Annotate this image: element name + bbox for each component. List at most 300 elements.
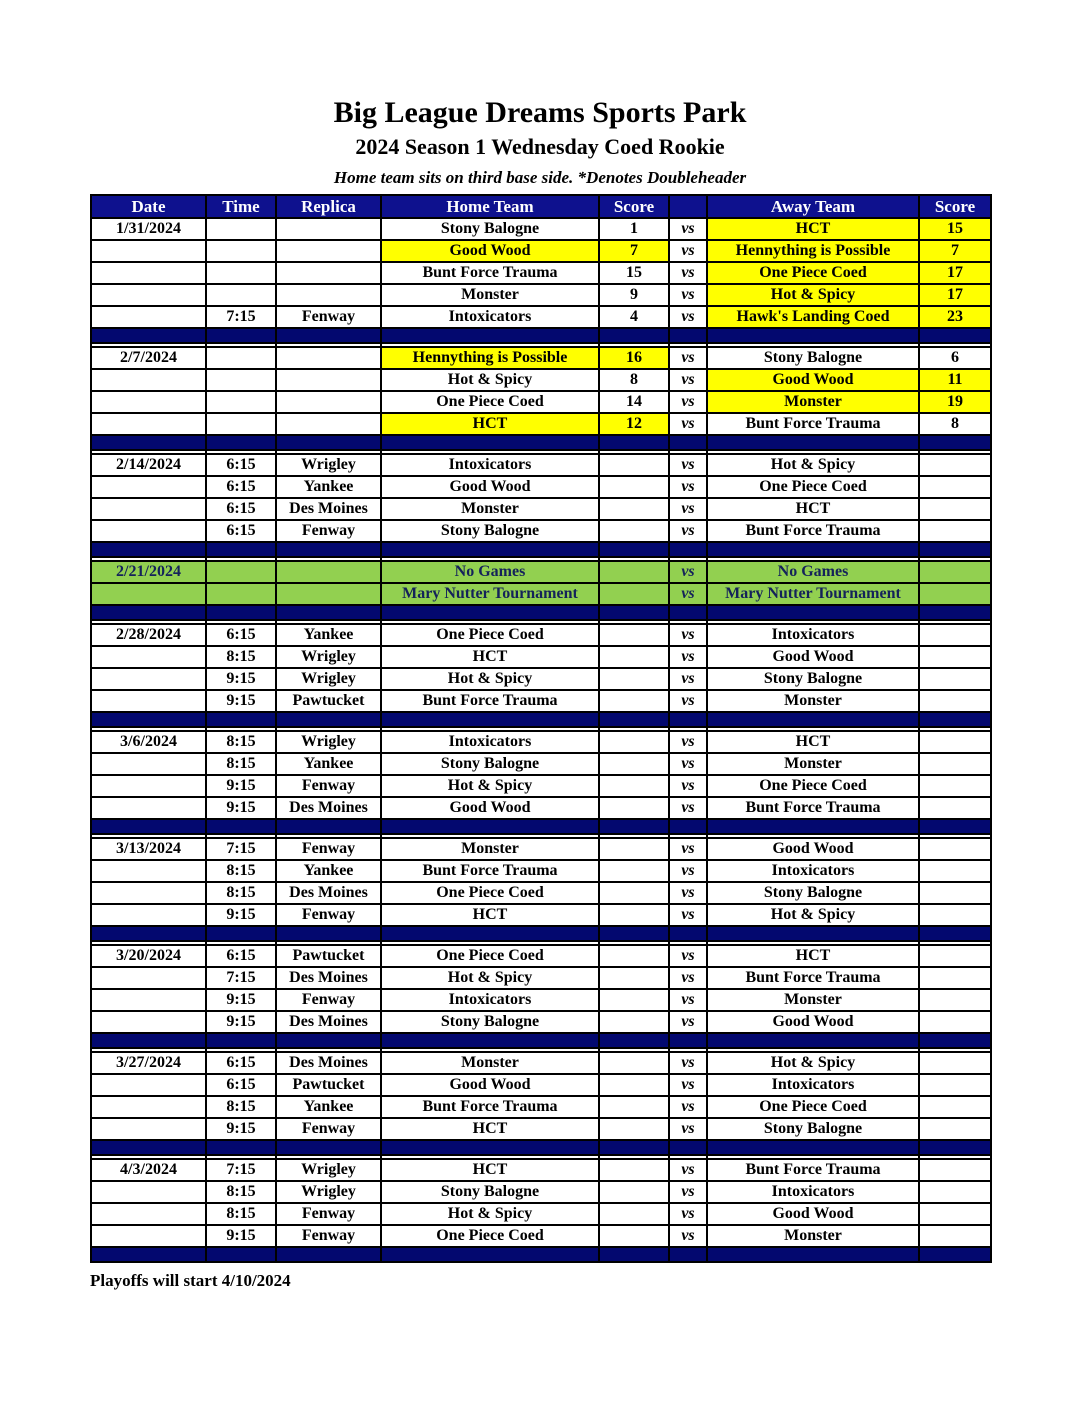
away-score-cell <box>919 476 991 498</box>
away-score-cell <box>919 753 991 775</box>
away-score-cell: 17 <box>919 262 991 284</box>
away-team-cell: Hennything is Possible <box>707 240 919 262</box>
vs-cell: vs <box>669 1159 707 1181</box>
home-score-cell: 15 <box>599 262 669 284</box>
replica-cell <box>276 1140 381 1155</box>
time-cell: 9:15 <box>206 1011 276 1033</box>
replica-cell: Wrigley <box>276 731 381 753</box>
away-team-cell <box>707 1033 919 1048</box>
date-cell <box>91 369 206 391</box>
home-team-cell <box>381 1033 599 1048</box>
vs-cell: vs <box>669 882 707 904</box>
replica-cell <box>276 284 381 306</box>
home-score-cell <box>599 731 669 753</box>
home-team-cell: One Piece Coed <box>381 945 599 967</box>
home-team-cell: HCT <box>381 646 599 668</box>
away-team-cell <box>707 712 919 727</box>
home-score-cell <box>599 1225 669 1247</box>
home-score-cell: 16 <box>599 347 669 369</box>
separator-row <box>91 542 991 557</box>
away-team-cell: Hot & Spicy <box>707 904 919 926</box>
time-cell: 8:15 <box>206 1203 276 1225</box>
vs-cell: vs <box>669 1181 707 1203</box>
game-row <box>91 1225 991 1247</box>
home-score-cell <box>599 712 669 727</box>
time-cell <box>206 583 276 605</box>
away-team-cell <box>707 819 919 834</box>
time-cell: 8:15 <box>206 731 276 753</box>
vs-cell: vs <box>669 262 707 284</box>
away-score-cell <box>919 712 991 727</box>
away-team-cell: No Games <box>707 561 919 583</box>
header-vs <box>669 195 707 218</box>
home-score-cell <box>599 561 669 583</box>
vs-cell <box>669 712 707 727</box>
home-score-cell: 8 <box>599 369 669 391</box>
date-cell <box>91 646 206 668</box>
away-score-cell <box>919 435 991 450</box>
home-team-cell: One Piece Coed <box>381 391 599 413</box>
away-team-cell: Monster <box>707 1225 919 1247</box>
home-score-cell <box>599 1181 669 1203</box>
replica-cell <box>276 819 381 834</box>
schedule-page <box>90 0 990 1291</box>
replica-cell: Fenway <box>276 904 381 926</box>
home-score-cell <box>599 583 669 605</box>
home-score-cell: 12 <box>599 413 669 435</box>
replica-cell <box>276 542 381 557</box>
separator-row <box>91 328 991 343</box>
replica-cell <box>276 605 381 620</box>
time-cell: 9:15 <box>206 1225 276 1247</box>
home-score-cell: 1 <box>599 218 669 240</box>
home-score-cell: 14 <box>599 391 669 413</box>
away-team-cell <box>707 1247 919 1262</box>
date-cell <box>91 797 206 819</box>
vs-cell: vs <box>669 1118 707 1140</box>
time-cell: 6:15 <box>206 945 276 967</box>
replica-cell: Fenway <box>276 520 381 542</box>
game-row <box>91 690 991 712</box>
replica-cell: Des Moines <box>276 1011 381 1033</box>
replica-cell <box>276 1033 381 1048</box>
home-team-cell: Hot & Spicy <box>381 668 599 690</box>
away-score-cell <box>919 838 991 860</box>
replica-cell: Yankee <box>276 753 381 775</box>
game-row <box>91 218 991 240</box>
home-team-cell: HCT <box>381 1118 599 1140</box>
time-cell: 9:15 <box>206 1118 276 1140</box>
page-title: Big League Dreams Sports Park <box>333 96 747 129</box>
vs-cell <box>669 926 707 941</box>
away-score-cell <box>919 904 991 926</box>
away-team-cell: Intoxicators <box>707 624 919 646</box>
away-team-cell: One Piece Coed <box>707 262 919 284</box>
away-team-cell: Hot & Spicy <box>707 1052 919 1074</box>
replica-cell: Fenway <box>276 989 381 1011</box>
vs-cell: vs <box>669 753 707 775</box>
separator-row <box>91 1140 991 1155</box>
away-score-cell <box>919 1247 991 1262</box>
time-cell: 7:15 <box>206 1159 276 1181</box>
home-score-cell <box>599 1118 669 1140</box>
game-row <box>91 945 991 967</box>
date-cell <box>91 1096 206 1118</box>
time-cell <box>206 605 276 620</box>
time-cell: 7:15 <box>206 967 276 989</box>
away-score-cell <box>919 583 991 605</box>
time-cell <box>206 1033 276 1048</box>
away-score-cell <box>919 797 991 819</box>
date-cell <box>91 775 206 797</box>
game-row <box>91 391 991 413</box>
game-row <box>91 967 991 989</box>
game-row <box>91 347 991 369</box>
away-score-cell <box>919 1159 991 1181</box>
away-score-cell <box>919 520 991 542</box>
away-team-cell <box>707 435 919 450</box>
home-team-cell: Monster <box>381 838 599 860</box>
home-score-cell <box>599 1140 669 1155</box>
game-row <box>91 838 991 860</box>
away-score-cell: 7 <box>919 240 991 262</box>
away-team-cell: Monster <box>707 690 919 712</box>
date-cell <box>91 542 206 557</box>
date-cell: 3/6/2024 <box>91 731 206 753</box>
vs-cell: vs <box>669 476 707 498</box>
time-cell <box>206 218 276 240</box>
home-team-cell: No Games <box>381 561 599 583</box>
home-team-cell: HCT <box>381 904 599 926</box>
time-cell <box>206 413 276 435</box>
date-cell <box>91 989 206 1011</box>
replica-cell: Pawtucket <box>276 690 381 712</box>
game-row <box>91 1118 991 1140</box>
game-row <box>91 1096 991 1118</box>
time-cell <box>206 712 276 727</box>
away-score-cell <box>919 926 991 941</box>
date-cell: 3/27/2024 <box>91 1052 206 1074</box>
away-score-cell: 23 <box>919 306 991 328</box>
game-row <box>91 284 991 306</box>
date-cell <box>91 262 206 284</box>
away-team-cell: Good Wood <box>707 1011 919 1033</box>
home-team-cell: Good Wood <box>381 1074 599 1096</box>
game-row <box>91 904 991 926</box>
home-score-cell <box>599 646 669 668</box>
replica-cell <box>276 391 381 413</box>
away-team-cell: Bunt Force Trauma <box>707 520 919 542</box>
home-score-cell <box>599 753 669 775</box>
replica-cell <box>276 583 381 605</box>
date-cell <box>91 240 206 262</box>
vs-cell: vs <box>669 391 707 413</box>
time-cell: 6:15 <box>206 498 276 520</box>
away-score-cell <box>919 1052 991 1074</box>
replica-cell <box>276 369 381 391</box>
away-team-cell: Intoxicators <box>707 860 919 882</box>
vs-cell: vs <box>669 624 707 646</box>
away-team-cell <box>707 1140 919 1155</box>
vs-cell: vs <box>669 413 707 435</box>
home-score-cell <box>599 1033 669 1048</box>
away-team-cell: Stony Balogne <box>707 1118 919 1140</box>
away-team-cell: Hawk's Landing Coed <box>707 306 919 328</box>
date-cell <box>91 1225 206 1247</box>
away-team-cell: One Piece Coed <box>707 476 919 498</box>
away-score-cell <box>919 328 991 343</box>
separator-row <box>91 605 991 620</box>
time-cell: 6:15 <box>206 476 276 498</box>
date-cell <box>91 882 206 904</box>
game-row <box>91 369 991 391</box>
home-team-cell: Bunt Force Trauma <box>381 262 599 284</box>
vs-cell <box>669 1033 707 1048</box>
vs-cell <box>669 1247 707 1262</box>
game-row <box>91 520 991 542</box>
home-team-cell: Stony Balogne <box>381 1181 599 1203</box>
date-cell: 2/21/2024 <box>91 561 206 583</box>
date-cell <box>91 413 206 435</box>
home-team-cell: Intoxicators <box>381 731 599 753</box>
vs-cell: vs <box>669 347 707 369</box>
game-row <box>91 624 991 646</box>
away-team-cell: Bunt Force Trauma <box>707 797 919 819</box>
home-team-cell: Hot & Spicy <box>381 775 599 797</box>
time-cell: 8:15 <box>206 646 276 668</box>
replica-cell: Des Moines <box>276 498 381 520</box>
time-cell: 8:15 <box>206 882 276 904</box>
replica-cell: Wrigley <box>276 668 381 690</box>
date-cell <box>91 605 206 620</box>
home-team-note: Home team sits on third base side. *Denotes Doubleheader <box>333 168 747 187</box>
home-team-cell: Mary Nutter Tournament <box>381 583 599 605</box>
home-team-cell: Bunt Force Trauma <box>381 860 599 882</box>
home-score-cell <box>599 690 669 712</box>
away-score-cell <box>919 454 991 476</box>
home-score-cell <box>599 624 669 646</box>
home-team-cell: Stony Balogne <box>381 753 599 775</box>
home-team-cell <box>381 1140 599 1155</box>
date-cell <box>91 967 206 989</box>
away-score-cell <box>919 1033 991 1048</box>
vs-cell: vs <box>669 646 707 668</box>
home-team-cell: Monster <box>381 284 599 306</box>
game-row <box>91 498 991 520</box>
time-cell: 9:15 <box>206 775 276 797</box>
game-row <box>91 797 991 819</box>
vs-cell: vs <box>669 797 707 819</box>
away-score-cell <box>919 561 991 583</box>
game-row <box>91 240 991 262</box>
home-team-cell: One Piece Coed <box>381 1225 599 1247</box>
time-cell <box>206 262 276 284</box>
replica-cell: Fenway <box>276 306 381 328</box>
vs-cell: vs <box>669 520 707 542</box>
away-score-cell <box>919 989 991 1011</box>
vs-cell: vs <box>669 967 707 989</box>
away-score-cell <box>919 860 991 882</box>
away-score-cell <box>919 1096 991 1118</box>
time-cell: 9:15 <box>206 797 276 819</box>
away-team-cell <box>707 328 919 343</box>
home-team-cell: Intoxicators <box>381 454 599 476</box>
time-cell: 7:15 <box>206 838 276 860</box>
away-team-cell: Good Wood <box>707 646 919 668</box>
time-cell: 8:15 <box>206 753 276 775</box>
date-cell <box>91 1203 206 1225</box>
time-cell: 6:15 <box>206 454 276 476</box>
home-score-cell: 7 <box>599 240 669 262</box>
date-cell <box>91 435 206 450</box>
time-cell <box>206 284 276 306</box>
vs-cell <box>669 605 707 620</box>
away-team-cell: Stony Balogne <box>707 882 919 904</box>
separator-row <box>91 819 991 834</box>
away-team-cell: Hot & Spicy <box>707 284 919 306</box>
home-team-cell: One Piece Coed <box>381 882 599 904</box>
home-team-cell: Stony Balogne <box>381 1011 599 1033</box>
home-score-cell <box>599 904 669 926</box>
away-score-cell <box>919 690 991 712</box>
time-cell <box>206 1247 276 1262</box>
date-cell: 3/20/2024 <box>91 945 206 967</box>
away-score-cell <box>919 1225 991 1247</box>
home-team-cell <box>381 542 599 557</box>
game-row <box>91 753 991 775</box>
away-score-cell <box>919 1140 991 1155</box>
away-score-cell <box>919 605 991 620</box>
away-team-cell: Intoxicators <box>707 1181 919 1203</box>
playoffs-note: Playoffs will start 4/10/2024 <box>90 1271 291 1290</box>
header-away-team: Away Team <box>707 195 919 218</box>
home-score-cell <box>599 967 669 989</box>
home-score-cell <box>599 605 669 620</box>
home-score-cell <box>599 476 669 498</box>
home-team-cell: One Piece Coed <box>381 624 599 646</box>
replica-cell: Des Moines <box>276 1052 381 1074</box>
home-score-cell <box>599 1159 669 1181</box>
time-cell: 6:15 <box>206 1074 276 1096</box>
date-cell <box>91 904 206 926</box>
home-team-cell: Intoxicators <box>381 306 599 328</box>
vs-cell: vs <box>669 1096 707 1118</box>
away-score-cell: 17 <box>919 284 991 306</box>
away-team-cell <box>707 542 919 557</box>
replica-cell <box>276 413 381 435</box>
home-score-cell <box>599 989 669 1011</box>
time-cell <box>206 542 276 557</box>
replica-cell: Fenway <box>276 1225 381 1247</box>
separator-row <box>91 1033 991 1048</box>
away-score-cell <box>919 819 991 834</box>
home-score-cell <box>599 775 669 797</box>
date-cell <box>91 1033 206 1048</box>
home-score-cell <box>599 945 669 967</box>
home-team-cell <box>381 435 599 450</box>
away-score-cell <box>919 967 991 989</box>
time-cell <box>206 347 276 369</box>
replica-cell <box>276 218 381 240</box>
vs-cell: vs <box>669 860 707 882</box>
vs-cell: vs <box>669 1011 707 1033</box>
home-team-cell: Hot & Spicy <box>381 369 599 391</box>
header-date: Date <box>91 195 206 218</box>
date-cell <box>91 498 206 520</box>
away-team-cell: Stony Balogne <box>707 668 919 690</box>
replica-cell <box>276 926 381 941</box>
away-team-cell: One Piece Coed <box>707 1096 919 1118</box>
replica-cell: Des Moines <box>276 967 381 989</box>
vs-cell: vs <box>669 1052 707 1074</box>
header-time: Time <box>206 195 276 218</box>
home-team-cell: Hot & Spicy <box>381 967 599 989</box>
replica-cell <box>276 712 381 727</box>
home-score-cell <box>599 520 669 542</box>
time-cell <box>206 240 276 262</box>
away-score-cell <box>919 1203 991 1225</box>
header-replica: Replica <box>276 195 381 218</box>
replica-cell: Fenway <box>276 1118 381 1140</box>
game-row <box>91 262 991 284</box>
event-row <box>91 583 991 605</box>
time-cell <box>206 369 276 391</box>
header-away-score: Score <box>919 195 991 218</box>
time-cell <box>206 561 276 583</box>
away-team-cell: HCT <box>707 218 919 240</box>
home-score-cell <box>599 838 669 860</box>
home-score-cell <box>599 454 669 476</box>
header-home-team: Home Team <box>381 195 599 218</box>
away-team-cell: Stony Balogne <box>707 347 919 369</box>
vs-cell: vs <box>669 838 707 860</box>
away-score-cell: 11 <box>919 369 991 391</box>
game-row <box>91 882 991 904</box>
date-cell: 1/31/2024 <box>91 218 206 240</box>
vs-cell: vs <box>669 989 707 1011</box>
away-score-cell <box>919 731 991 753</box>
vs-cell <box>669 435 707 450</box>
date-cell <box>91 328 206 343</box>
replica-cell <box>276 1247 381 1262</box>
time-cell: 9:15 <box>206 690 276 712</box>
home-score-cell <box>599 1074 669 1096</box>
home-team-cell: Monster <box>381 1052 599 1074</box>
away-score-cell <box>919 542 991 557</box>
date-cell <box>91 860 206 882</box>
replica-cell: Yankee <box>276 624 381 646</box>
away-score-cell <box>919 945 991 967</box>
date-cell <box>91 583 206 605</box>
home-score-cell <box>599 926 669 941</box>
replica-cell <box>276 561 381 583</box>
game-row <box>91 413 991 435</box>
time-cell <box>206 819 276 834</box>
vs-cell: vs <box>669 731 707 753</box>
time-cell: 9:15 <box>206 668 276 690</box>
vs-cell: vs <box>669 561 707 583</box>
date-cell <box>91 926 206 941</box>
vs-cell: vs <box>669 1203 707 1225</box>
away-score-cell: 19 <box>919 391 991 413</box>
away-team-cell: Bunt Force Trauma <box>707 413 919 435</box>
vs-cell: vs <box>669 218 707 240</box>
home-team-cell <box>381 605 599 620</box>
home-team-cell <box>381 819 599 834</box>
separator-row <box>91 712 991 727</box>
away-team-cell: Bunt Force Trauma <box>707 967 919 989</box>
game-row <box>91 1181 991 1203</box>
